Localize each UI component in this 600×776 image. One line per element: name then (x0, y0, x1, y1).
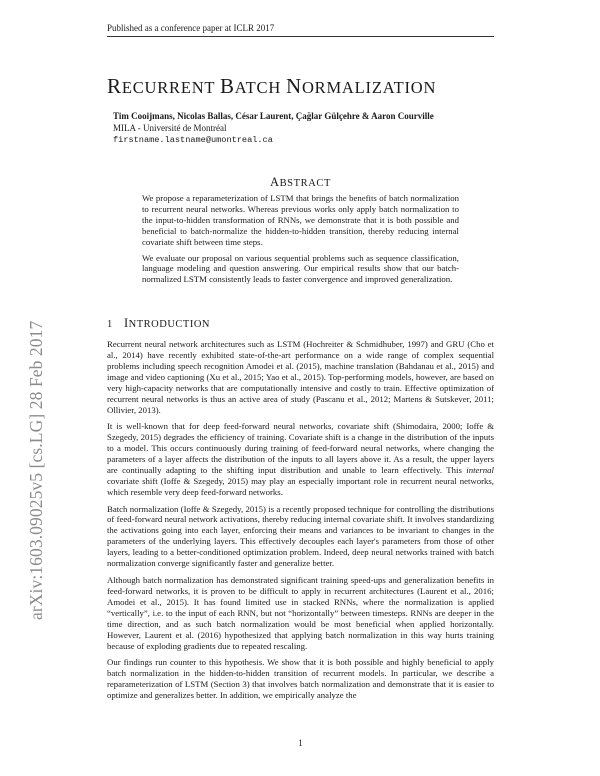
section-heading-introduction (107, 316, 494, 331)
affiliation: MILA - Université de Montréal (113, 123, 227, 133)
section-number: 1 (107, 319, 113, 330)
title-cap-3: N (285, 74, 302, 98)
arxiv-stamp: arXiv:1603.09025v5 [cs.LG] 28 Feb 2017 (26, 320, 46, 620)
abstract-paragraph: We evaluate our proposal on various sequential problems such as sequence classification, language modeling and question answering. Our empirical results show that our batch-normalized LSTM consistently leads to faster convergence and improved generalization. (142, 252, 459, 285)
body-paragraph: Batch normalization (Ioffe & Szegedy, 2015) is a recently proposed technique for controlling the distributions of feed-forward neural network activations, thereby reducing internal covariate shift. It involves standardizing the activations going into each layer, enforcing their means and variances to be invariant to changes in the parameters of the underlying layers. This effectively decouples each layer's parameters from those of other layers, leading to a better-conditioned optimization problem. Indeed, deep neural networks trained with batch normalization converge significantly faster and generalize better. (107, 503, 494, 569)
section-title-cap: I (124, 316, 129, 330)
title-rest-1: ECURRENT (121, 78, 220, 97)
body-paragraph-covariate (107, 421, 494, 498)
body-paragraph: Although batch normalization has demonstrated significant training speed-ups and generalization benefits in feed-forward networks, it is proven to be difficult to apply in recurrent architectures (Laurent et al., 2016; Amodei et al., 2015). It has found limited use in stacked RNNs, where the normalization is applied “vertically”, i.e. to the input of each RNN, but not “horizontally” between timesteps. RNNs are deeper in the time direction, and as such batch normalization would be most beneficial when applied horizontally. However, Laurent et al. (2016) hypothesized that applying batch normalization in this way hurts training because of exploding gradients due to repeated rescaling. (107, 574, 494, 651)
introduction-body (107, 339, 494, 707)
author-list: Tim Cooijmans, Nicolas Ballas, César Laurent, Çağlar Gülçehre & Aaron Courville (113, 111, 434, 121)
abstract-heading-rest: BSTRACT (279, 178, 332, 189)
title-cap-2: B (219, 74, 235, 98)
abstract-heading-cap: A (269, 175, 280, 189)
section-title-rest: NTRODUCTION (128, 319, 210, 330)
abstract-heading (107, 175, 494, 190)
title-rest-3: ORMALIZATION (301, 78, 437, 97)
body-paragraph: Our findings run counter to this hypothesis. We show that it is both possible and highly beneficial to apply batch normalization in the hidden-to-hidden transition of recurrent models. In particular, we describe a reparameterization of LSTM (Section 3) that involves batch normalization and demonstrate that it is easier to optimize and generalizes better. In addition, we empirically analyze the (107, 657, 494, 700)
author-email: firstname.lastname@umontreal.ca (113, 135, 273, 145)
abstract-paragraph: We propose a reparameterization of LSTM that brings the benefits of batch normalization to recurrent neural networks. Whereas previous works only apply batch normalization to the input-to-hidden transformation of RNNs, we demonstrate that it is both possible and beneficial to batch-normalize the hidden-to-hidden transition, thereby reducing internal covariate shift between time steps. (142, 193, 459, 247)
body-paragraph: Recurrent neural network architectures such as LSTM (Hochreiter & Schmidhuber, 1997) and GRU (Cho et al., 2014) have recently exhibited state-of-the-art performance on a wide range of complex sequential problems including speech recognition Amodei et al. (2015), machine translation (Bahdanau et al., 2015) and image and video captioning (Xu et al., 2015; Yao et al., 2015). Top-performing models, however, are based on very high-capacity networks that are computationally intensive and costly to train. Effective optimization of recurrent neural networks is thus an active area of study (Pascanu et al., 2012; Martens & Sutskever, 2011; Ollivier, 2013). (107, 339, 494, 415)
title-rest-2: ATCH (234, 78, 286, 97)
paper-title (107, 76, 527, 98)
covariate-text-after: covariate shift (Ioffe & Szegedy, 2015) may play an especially important role in recurrent neural networks, which resemble very deep feed-forward networks. (107, 476, 494, 497)
covariate-text-before: It is well-known that for deep feed-forward neural networks, covariate shift (Shimodaira, 2000; Ioffe & Szegedy, 2015) degrades the efficiency of training. Covariate shift is a change in the distribution of the inputs to a model. This occurs continuously during training of feed-forward neural networks, where changing the parameters of a layer affects the distribution of the inputs to all layers above it. As a result, the upper layers are continually adapting to the shifting input distribution and unable to learn effectively. This (107, 421, 494, 476)
running-header: Published as a conference paper at ICLR 2017 (107, 22, 494, 37)
abstract-body (142, 193, 459, 290)
emphasis-internal: internal (466, 465, 494, 476)
title-cap-1: R (107, 74, 122, 98)
page-number: 1 (298, 738, 303, 748)
